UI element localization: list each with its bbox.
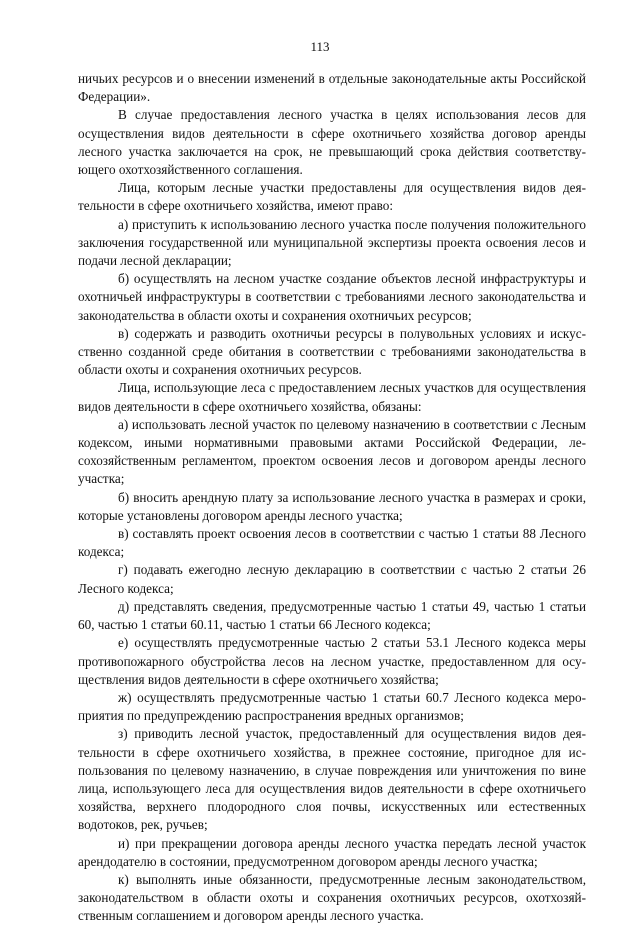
paragraph: в) содержать и разводить охотничьи ресурсы в полувольных условиях и искусственно созданной среде обитания в соответствии с требованиями законодательства в области охоты и сохранения охотничьих ресурсов.: [78, 325, 586, 378]
body-text: [78, 70, 586, 926]
paragraph: к) выполнять иные обязанности, предусмотренные лесным законодательством, законодательством в области охоты и сохранения охотничьих ресурсов, охотхозяйственным соглашением и договором аренды лесного участка.: [78, 871, 586, 924]
paragraph: д) представлять сведения, предусмотренные частью 1 статьи 49, частью 1 статьи 60, частью 1 статьи 60.11, частью 1 статьи 66 Лесного кодекса;: [78, 598, 586, 633]
paragraph: в) составлять проект освоения лесов в соответствии с частью 1 статьи 88 Лесного кодекса;: [78, 526, 586, 560]
paragraph: а) использовать лесной участок по целевому назначению в соответствии с Лесным кодексом, иными нормативными правовыми актами Российской Федерации, лесохозяйственным регламентом, проектом освоения лесов и договором аренды лесного участка;: [78, 416, 586, 487]
paragraph: б) вносить арендную плату за использование лесного участка в размерах и сроки, которые установлены договором аренды лесного участка;: [78, 489, 586, 523]
page-number: 113: [310, 39, 330, 54]
paragraph: е) осуществлять предусмотренные частью 2 статьи 53.1 Лесного кодекса меры противопожарного обустройства лесов на лесном участке, предоставленном для осуществления видов деятельности в сфере охотничьего хозяйства;: [78, 635, 586, 687]
paragraph: г) подавать ежегодно лесную декларацию в соответствии с частью 2 статьи 26 Лесного кодекса;: [78, 562, 586, 596]
paragraph: б) осуществлять на лесном участке создание объектов лесной инфраструктуры и охотничьей инфраструктуры в соответствии с требованиями лесного законодательства и законодательства в области охоты и сохранения охотничьих ресурсов;: [78, 271, 586, 323]
paragraph: и) при прекращении договора аренды лесного участка передать лесной участок арендодателю в состоянии, предусмотренном договором аренды лесного участка;: [78, 835, 586, 869]
paragraph: а) приступить к использованию лесного участка после получения положительного заключения государственной или муниципальной экспертизы проекта освоения лесов и подачи лесной декларации;: [78, 216, 586, 269]
paragraph: ж) осуществлять предусмотренные частью 1 статьи 60.7 Лесного кодекса мероприятия по предупреждению распространения вредных организмов;: [78, 689, 586, 724]
paragraph: Лица, которым лесные участки предоставлены для осуществления видов деятельности в сфере охотничьего хозяйства, имеют право:: [78, 180, 586, 214]
paragraph: з) приводить лесной участок, предоставленный для осуществления видов деятельности в сфере охотничьего хозяйства, в прежнее состояние, пригодное для использования по целевому назначению, в случае повреждения или уничтожения по вине лица, использующего леса для осуществления видов деятельности в сфере охотничьего хозяйства, верхнего плодородного слоя почвы, искусственных или естественных водотоков, рек, ручьев;: [78, 726, 586, 833]
paragraph: Лица, использующие леса с предоставлением лесных участков для осуществления видов деятельности в сфере охотничьего хозяйства, обязаны:: [78, 380, 586, 414]
paragraph: ничьих ресурсов и о внесении изменений в отдельные законодательные акты Российской Федерации».: [78, 71, 586, 105]
paragraph: В случае предоставления лесного участка в целях использования лесов для осуществления видов деятельности в сфере охотничьего хозяйства договор аренды лесного участка заключается на срок, не превышающий срока действия соответствующего охотхозяйственного соглашения.: [78, 107, 586, 178]
